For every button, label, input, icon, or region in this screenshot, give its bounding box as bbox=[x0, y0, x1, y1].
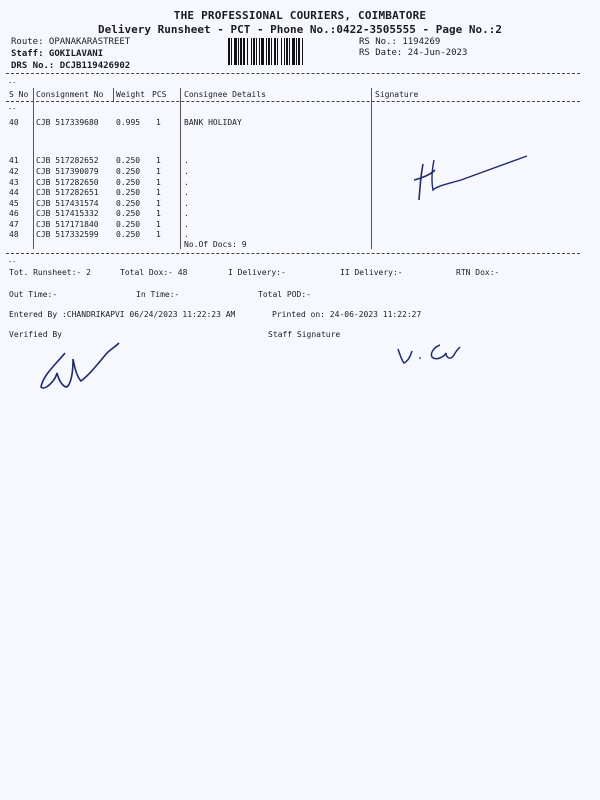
row-consignment: CJB 517282651 bbox=[36, 188, 99, 197]
total-dox: Total Dox:- 48 bbox=[120, 268, 188, 277]
row-pcs: 1 bbox=[156, 230, 161, 239]
row-consignment: CJB 517282652 bbox=[36, 156, 99, 165]
row-sno: 48 bbox=[9, 230, 19, 239]
out-time: Out Time:- bbox=[9, 290, 58, 299]
row-details: . bbox=[184, 220, 189, 229]
row-weight: 0.995 bbox=[116, 118, 141, 127]
in-time: In Time:- bbox=[136, 290, 180, 299]
rs-number: RS No.: 1194269 bbox=[359, 37, 441, 47]
entered-by: Entered By :CHANDRIKAPVI 06/24/2023 11:22:23 AM bbox=[9, 310, 236, 319]
row-consignment: CJB 517390079 bbox=[36, 167, 99, 176]
row-pcs: 1 bbox=[156, 220, 161, 229]
row-details: . bbox=[184, 167, 189, 176]
row-details: BANK HOLIDAY bbox=[184, 118, 242, 127]
row-consignment: CJB 517431574 bbox=[36, 199, 99, 208]
row-details: . bbox=[184, 178, 189, 187]
company-title: THE PROFESSIONAL COURIERS, COIMBATORE bbox=[173, 9, 427, 22]
col-weight: Weight bbox=[116, 90, 145, 99]
row-details: . bbox=[184, 188, 189, 197]
row-weight: 0.250 bbox=[116, 167, 141, 176]
row-sno: 41 bbox=[9, 156, 19, 165]
row-consignment: CJB 517415332 bbox=[36, 209, 99, 218]
runsheet-subtitle: Delivery Runsheet - PCT - Phone No.:0422-3505555 - Page No.:2 bbox=[98, 23, 502, 36]
column-rule bbox=[33, 88, 34, 249]
consignee-signature bbox=[405, 150, 545, 210]
row-consignment: CJB 517171840 bbox=[36, 220, 99, 229]
dash-marker: -- bbox=[8, 79, 17, 87]
route-label: Route: OPANAKARASTREET bbox=[11, 37, 131, 47]
row-sno: 43 bbox=[9, 178, 19, 187]
staff-label: Staff: GOKILAVANI bbox=[11, 49, 104, 59]
row-details: . bbox=[184, 156, 189, 165]
row-weight: 0.250 bbox=[116, 188, 141, 197]
row-consignment: CJB 517332599 bbox=[36, 230, 99, 239]
row-sno: 42 bbox=[9, 167, 19, 176]
verified-by-label: Verified By bbox=[9, 330, 62, 339]
row-details: . bbox=[184, 209, 189, 218]
divider bbox=[6, 73, 580, 74]
col-signature: Signature bbox=[375, 90, 419, 99]
row-weight: 0.250 bbox=[116, 230, 141, 239]
row-pcs: 1 bbox=[156, 199, 161, 208]
row-pcs: 1 bbox=[156, 167, 161, 176]
row-sno: 45 bbox=[9, 199, 19, 208]
barcode bbox=[228, 38, 348, 65]
row-pcs: 1 bbox=[156, 118, 161, 127]
dash-marker: -- bbox=[8, 258, 17, 266]
total-pod: Total POD:- bbox=[258, 290, 311, 299]
rtn-dox: RTN Dox:- bbox=[456, 268, 500, 277]
divider bbox=[6, 253, 580, 254]
row-pcs: 1 bbox=[156, 156, 161, 165]
row-weight: 0.250 bbox=[116, 209, 141, 218]
row-weight: 0.250 bbox=[116, 199, 141, 208]
row-sno: 40 bbox=[9, 118, 19, 127]
row-details: . bbox=[184, 199, 189, 208]
row-pcs: 1 bbox=[156, 209, 161, 218]
row-sno: 46 bbox=[9, 209, 19, 218]
row-consignment: CJB 517339680 bbox=[36, 118, 99, 127]
column-rule bbox=[113, 88, 114, 101]
col-consignment: Consignment No bbox=[36, 90, 104, 99]
col-pcs: PCS bbox=[152, 90, 167, 99]
rs-date: RS Date: 24-Jun-2023 bbox=[359, 48, 468, 58]
staff-signature bbox=[390, 335, 480, 375]
ii-delivery: II Delivery:- bbox=[340, 268, 403, 277]
column-rule bbox=[371, 88, 372, 249]
row-sno: 44 bbox=[9, 188, 19, 197]
staff-signature-label: Staff Signature bbox=[268, 330, 341, 339]
row-consignment: CJB 517282650 bbox=[36, 178, 99, 187]
tot-runsheet: Tot. Runsheet:- 2 bbox=[9, 268, 91, 277]
barcode-bar bbox=[303, 38, 304, 65]
row-weight: 0.250 bbox=[116, 178, 141, 187]
i-delivery: I Delivery:- bbox=[228, 268, 286, 277]
printed-on: Printed on: 24-06-2023 11:22:27 bbox=[272, 310, 422, 319]
divider bbox=[6, 101, 580, 102]
row-sno: 47 bbox=[9, 220, 19, 229]
row-pcs: 1 bbox=[156, 178, 161, 187]
column-rule bbox=[180, 88, 181, 249]
row-pcs: 1 bbox=[156, 188, 161, 197]
no-of-docs: No.Of Docs: 9 bbox=[184, 240, 247, 249]
col-consignee: Consignee Details bbox=[184, 90, 266, 99]
row-details: . bbox=[184, 230, 189, 239]
drs-number: DRS No.: DCJB119426902 bbox=[11, 61, 131, 71]
dash-marker: -- bbox=[8, 105, 17, 113]
verifier-signature bbox=[35, 335, 145, 400]
row-weight: 0.250 bbox=[116, 220, 141, 229]
col-sno: S No bbox=[9, 90, 29, 99]
row-weight: 0.250 bbox=[116, 156, 141, 165]
